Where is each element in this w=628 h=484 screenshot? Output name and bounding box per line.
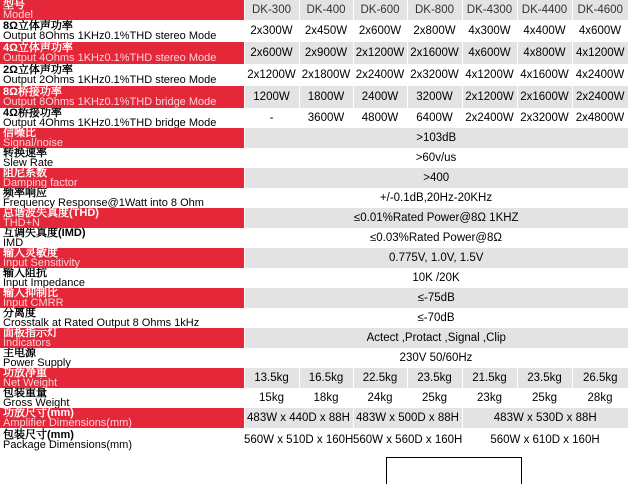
label-en: Output 8Ohms 1KHz0.1%THD stereo Mode (3, 30, 217, 42)
spec-value: 1800W (299, 86, 353, 108)
row-label (0, 408, 244, 428)
row-label (0, 248, 244, 268)
label-en: Crosstalk at Rated Output 8 Ohms 1kHz (3, 317, 200, 328)
label-en: Input Sensitivity (3, 257, 81, 268)
model-name: DK-800 (407, 0, 462, 20)
spec-value: 2x800W (413, 25, 456, 37)
model-name: DK-400 (299, 0, 353, 20)
spec-row (0, 408, 628, 428)
spec-value: 15kg (259, 392, 284, 404)
label-en: Damping factor (3, 177, 78, 188)
label-cn: 包装尺寸(mm) (3, 429, 74, 441)
spec-row (0, 108, 628, 128)
spec-value: 2x300W (250, 25, 293, 37)
spec-value: 2400W (353, 86, 407, 108)
spec-value: 3600W (307, 112, 345, 124)
row-label (0, 368, 244, 388)
spec-value: 560W x 610D x 160H (490, 434, 600, 446)
row-label (0, 64, 244, 86)
label-cn: 总谐波失真度(THD) (3, 208, 99, 219)
label-cn: 功放尺寸(mm) (3, 408, 74, 419)
model-name: DK-600 (353, 0, 407, 20)
spec-value: 4x1600W (520, 69, 569, 81)
label-cn: 面板指示灯 (3, 328, 58, 339)
spec-value: 483W x 500D x 88H (353, 408, 462, 428)
spec-value: 16.5kg (299, 368, 353, 388)
spec-value: 2x2400W (355, 69, 405, 81)
label-cn: 型号 (3, 0, 25, 11)
spec-row (0, 428, 628, 452)
label-en: Net Weight (3, 377, 58, 388)
label-en: IMD (3, 237, 24, 248)
spec-value: 483W x 440D x 88H (244, 408, 353, 428)
spec-row (0, 268, 628, 288)
spec-value: 24kg (367, 392, 393, 404)
spec-row (0, 148, 628, 168)
row-label (0, 20, 244, 42)
row-label (0, 288, 244, 308)
row-label (0, 148, 244, 168)
label-en: Amplifier Dimensions(mm) (3, 417, 132, 428)
label-en: Gross Weight (3, 397, 70, 408)
spec-row (0, 208, 628, 228)
row-label (0, 0, 244, 20)
spec-value: 3200W (407, 86, 462, 108)
label-cn: 8Ω立体声功率 (3, 20, 73, 32)
spec-value: 2x1200W (353, 42, 407, 64)
spec-value: 2x4800W (575, 112, 625, 124)
row-label (0, 428, 244, 452)
spec-value: 2x3200W (410, 69, 459, 81)
spec-value: 0.775V, 1.0V, 1.5V (244, 248, 628, 268)
label-en: Signal/noise (3, 137, 63, 148)
spec-value: 2x1200W (247, 69, 296, 81)
row-label (0, 168, 244, 188)
spec-value: 22.5kg (353, 368, 407, 388)
spec-row (0, 368, 628, 388)
spec-value: 13.5kg (244, 368, 299, 388)
label-cn: 频率响应 (3, 188, 47, 199)
spec-value: 560W x 560D x 160H (353, 434, 462, 446)
spec-value: 25kg (422, 392, 447, 404)
label-en: Input CMRR (3, 297, 64, 308)
label-en: Indicators (3, 337, 51, 348)
label-en: Slew Rate (3, 157, 54, 168)
spec-row (0, 248, 628, 268)
row-label (0, 268, 244, 288)
row-label (0, 188, 244, 208)
spec-row (0, 348, 628, 368)
label-en: Output 4Ohms 1KHz0.1%THD bridge Mode (3, 117, 217, 128)
row-label (0, 108, 244, 128)
spec-value: - (269, 112, 274, 124)
spec-value: 6400W (416, 112, 453, 124)
model-name: DK-4600 (572, 0, 628, 20)
spec-value: 2x2400W (572, 86, 628, 108)
spec-value: 4x800W (517, 42, 572, 64)
spec-value: 483W x 530D x 88H (462, 408, 628, 428)
row-label (0, 86, 244, 108)
spec-value: >60v/us (415, 152, 457, 164)
label-cn: 输入灵敏度 (3, 248, 58, 259)
spec-value: 2x1800W (301, 69, 351, 81)
row-label (0, 208, 244, 228)
label-cn: 主电源 (3, 348, 36, 359)
spec-value: 4x400W (523, 25, 566, 37)
spec-value: 2x1600W (517, 86, 572, 108)
spec-value: 10K /20K (412, 272, 460, 284)
model-name: DK-4300 (462, 0, 517, 20)
spec-value: 4x300W (468, 25, 511, 37)
header-row (0, 0, 628, 20)
row-label (0, 228, 244, 248)
spec-row (0, 42, 628, 64)
spec-row (0, 20, 628, 42)
spec-value: +/-0.1dB,20Hz-20KHz (379, 192, 493, 204)
row-label (0, 128, 244, 148)
label-cn: 包装重量 (3, 388, 47, 399)
spec-value: ≤0.01%Rated Power@8Ω 1KHZ (244, 208, 628, 228)
model-name: DK-4400 (517, 0, 572, 20)
label-cn: 4Ω立体声功率 (3, 42, 73, 54)
label-cn: 8Ω桥接功率 (3, 86, 62, 98)
spec-value: 4x1200W (572, 42, 628, 64)
bottom-outline-box (386, 457, 522, 484)
spec-value: ≤-70dB (417, 312, 455, 324)
spec-value: >400 (244, 168, 628, 188)
spec-value: 2x2400W (465, 112, 514, 124)
spec-value: 4x1200W (465, 69, 514, 81)
spec-row (0, 188, 628, 208)
label-cn: 信噪比 (3, 128, 36, 139)
label-en: Output 8Ohms 1KHz0.1%THD bridge Mode (3, 96, 217, 108)
label-cn: 输入阻抗 (3, 268, 47, 279)
spec-row (0, 64, 628, 86)
spec-value: 26.5kg (572, 368, 628, 388)
label-cn: 互调失真度(IMD) (3, 228, 86, 239)
spec-value: ≤-75dB (244, 288, 628, 308)
label-cn: 转换速率 (3, 148, 47, 159)
spec-row (0, 308, 628, 328)
spec-row (0, 86, 628, 108)
label-cn: 分离度 (3, 308, 36, 319)
spec-value: 25kg (532, 392, 557, 404)
spec-value: 4x600W (578, 25, 622, 37)
spec-value: 21.5kg (462, 368, 517, 388)
spec-value: 230V 50/60Hz (399, 352, 473, 364)
spec-value: 2x3200W (520, 112, 569, 124)
spec-value: 2x600W (244, 42, 299, 64)
spec-value: 2x1200W (462, 86, 517, 108)
spec-row (0, 388, 628, 408)
label-cn: 输入抑制比 (3, 288, 58, 299)
label-en: Package Dimensions(mm) (3, 439, 132, 451)
spec-value: 4x2400W (575, 69, 625, 81)
spec-value: 560W x 510D x 160H (244, 434, 353, 446)
spec-value: 4x600W (462, 42, 517, 64)
spec-value: 2x450W (304, 25, 348, 37)
spec-row (0, 168, 628, 188)
spec-value: ≤0.03%Rated Power@8Ω (369, 232, 503, 244)
spec-row (0, 128, 628, 148)
spec-value: 2x900W (299, 42, 353, 64)
label-cn: 阻尼系数 (3, 168, 47, 179)
label-en: Input Impedance (3, 277, 85, 288)
spec-row (0, 228, 628, 248)
row-label (0, 42, 244, 64)
spec-value: 4800W (361, 112, 399, 124)
label-cn: 2Ω立体声功率 (3, 64, 73, 76)
spec-value: 23kg (477, 392, 502, 404)
spec-value: 2x600W (358, 25, 402, 37)
label-cn: 4Ω桥接功率 (3, 108, 62, 119)
spec-row (0, 288, 628, 308)
spec-value: Actect ,Protact ,Signal ,Clip (244, 328, 628, 348)
label-en: Output 2Ohms 1KHz0.1%THD stereo Mode (3, 74, 217, 86)
label-cn: 功放净重 (3, 368, 47, 379)
spec-value: 28kg (587, 392, 613, 404)
row-label (0, 308, 244, 328)
label-en: THD+N (3, 217, 40, 228)
spec-value: >103dB (244, 128, 628, 148)
label-en: Output 4Ohms 1KHz0.1%THD stereo Mode (3, 52, 217, 64)
spec-row (0, 328, 628, 348)
spec-value: 23.5kg (407, 368, 462, 388)
spec-value: 1200W (244, 86, 299, 108)
spec-value: 23.5kg (517, 368, 572, 388)
row-label (0, 348, 244, 368)
label-en: Model (3, 9, 33, 20)
row-label (0, 388, 244, 408)
label-en: Frequency Response@1Watt into 8 Ohm (3, 197, 204, 208)
spec-value: 18kg (313, 392, 339, 404)
spec-value: 2x1600W (407, 42, 462, 64)
row-label (0, 328, 244, 348)
label-en: Power Supply (3, 357, 71, 368)
model-name: DK-300 (244, 0, 299, 20)
